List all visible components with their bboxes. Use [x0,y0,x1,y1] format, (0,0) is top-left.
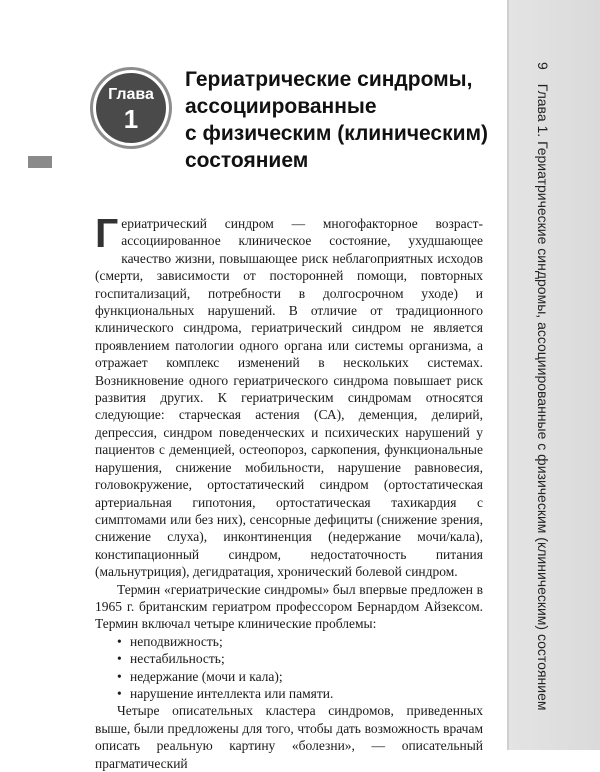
chapter-badge-number: 1 [123,104,139,134]
list-item: • нарушение интеллекта или памяти. [117,685,483,702]
list-item: • нестабильность; [117,650,483,667]
list-item: • недержание (мочи и кала); [117,668,483,685]
body-text [95,210,483,772]
chapter-title-line: с физическим (клиническим) [185,122,489,145]
paragraph-intro-text: ериатрический синдром — многофакторное возраст-ассоциированное клиническое состояние, ухудшающее качество жизни, повышающее риск неблагоприятных исходов (смерти, зависимости от посторонней помощи, повторных госпитализаций, потребности в долгосрочном уходе) и функциональных нарушений. В отличие от традиционного клинического синдрома, гериатрический синдром не является проявлением патологии одного органа или системы организма, а отражает комплекс изменений в нескольких системах. Возникновение одного гериатрического синдрома повышает риск развития других. К гериатрическим синдромам относятся следующие: старческая астения (СА), деменция, делирий, депрессия, синдром поведенческих и психических нарушений у пациентов с деменцией, остеопороз, саркопения, функциональные нарушения, снижение мобильности, нарушение равновесия, головокружение, ортостатический синдром (ортостатическая артериальная гипотония, ортостатическая тахикардия с симптомами или без них), сенсорные дефициты (снижение зрения, снижение слуха), инконтиненция (недержание мочи/кала), констипационный синдром, недостаточность питания (мальнутриция), дегидратация, хронический болевой синдром. [95,216,483,580]
page-sidebar [507,0,600,750]
chapter-title-line: ассоциированные [185,95,377,118]
sidebar-edge [507,0,509,750]
paragraph-clusters: Четыре описательных кластера синдромов, приведенных выше, были предложены для того, чтобы дать возможность врачам описать реальную картину «болезни», — описательный прагматический [95,703,483,771]
paragraph-term-history: Термин «гериатрические синдромы» был впервые предложен в 1965 г. британским гериатром профессором Бернардом Айзексом. Термин включал четыре клинические проблемы: [95,581,483,632]
chapter-badge [96,73,166,143]
chapter-marker-tab [28,156,52,168]
chapter-badge-label: Глава [108,86,154,103]
problems-list [95,633,483,703]
running-head [535,62,551,711]
drop-cap: Г [95,210,119,256]
page-number: 9 [535,62,551,70]
list-item: • неподвижность; [117,633,483,650]
chapter-title-line: состоянием [185,149,309,172]
chapter-title-line: Гериатрические синдромы, [185,68,473,91]
running-head-text: Глава 1. Гериатрические синдромы, ассоциированные с физическим (клиническим) состоянием [535,83,551,711]
chapter-title [185,66,489,174]
paragraph-intro [95,210,483,581]
